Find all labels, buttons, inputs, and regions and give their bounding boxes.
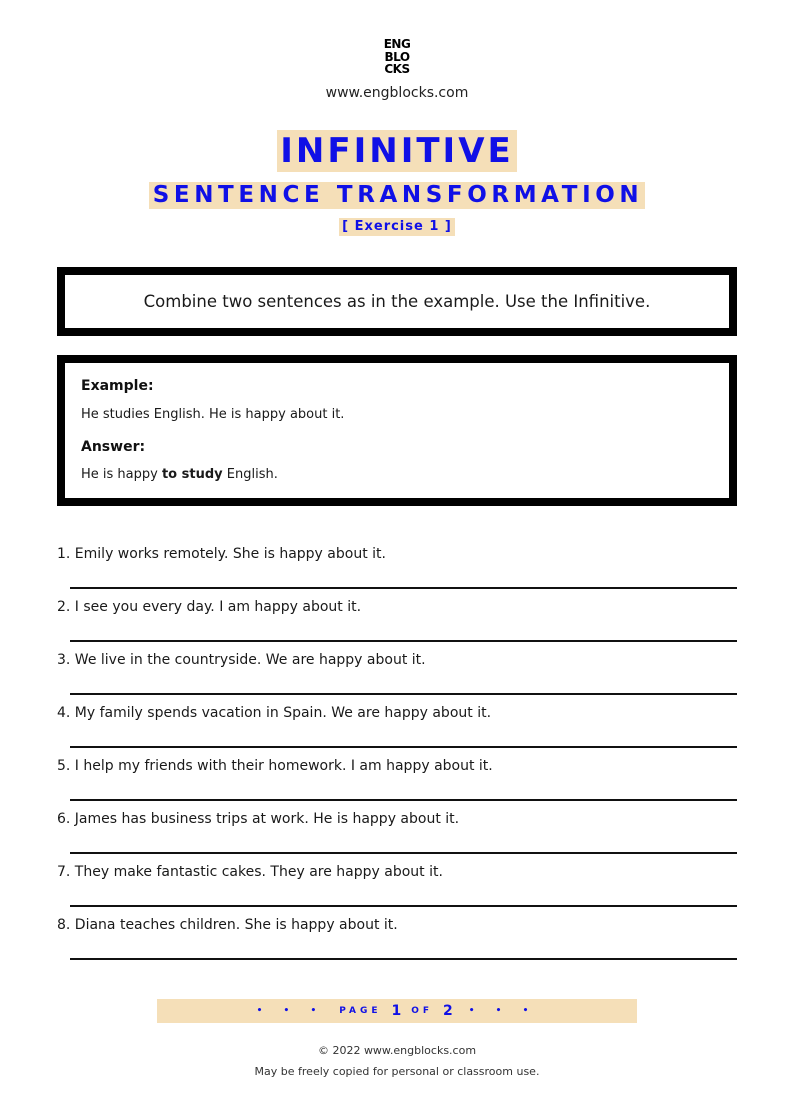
logo-line-3: CKS xyxy=(384,62,410,76)
page-title xyxy=(0,130,794,172)
exercise-label xyxy=(0,215,794,236)
answer-line-6[interactable] xyxy=(70,852,737,854)
question-7: 7. They make fantastic cakes. They are happy about it. xyxy=(57,864,443,880)
example-text: He studies English. He is happy about it. xyxy=(81,407,345,422)
page-subtitle-text: SENTENCE TRANSFORMATION xyxy=(149,182,646,209)
example-heading: Example: xyxy=(81,378,154,394)
example-box xyxy=(57,355,737,506)
site-url[interactable]: www.engblocks.com xyxy=(325,85,469,101)
copyright: © 2022 www.engblocks.com xyxy=(317,1044,477,1057)
answer-line-8[interactable] xyxy=(70,958,737,960)
question-6: 6. James has business trips at work. He is happy about it. xyxy=(57,811,460,827)
answer-line-5[interactable] xyxy=(70,799,737,801)
instruction-box xyxy=(57,267,737,336)
answer-line-1[interactable] xyxy=(70,587,737,589)
pager-total: 2 xyxy=(443,1003,453,1019)
logo-line-2: BLO xyxy=(384,49,410,64)
answer-line-7[interactable] xyxy=(70,905,737,907)
answer-text-after: English. xyxy=(222,467,278,482)
pager-current: 1 xyxy=(391,1003,402,1019)
instruction-text: Combine two sentences as in the example. Use the Infinitive. xyxy=(143,292,651,311)
pager-page-word: PAGE xyxy=(339,1006,382,1016)
answer-text xyxy=(81,467,278,482)
page-title-text: INFINITIVE xyxy=(277,130,516,172)
pager-of-word: OF xyxy=(411,1006,434,1016)
exercise-label-text: [ Exercise 1 ] xyxy=(339,218,455,236)
question-1: 1. Emily works remotely. She is happy about it. xyxy=(57,546,386,562)
engblocks-logo xyxy=(0,38,794,76)
answer-line-3[interactable] xyxy=(70,693,737,695)
answer-text-before: He is happy xyxy=(81,467,162,482)
question-5: 5. I help my friends with their homework. I am happy about it. xyxy=(57,758,493,774)
answer-heading: Answer: xyxy=(81,439,146,455)
question-2: 2. I see you every day. I am happy about it. xyxy=(57,599,362,615)
pager-dots-right: • • • xyxy=(468,1006,538,1016)
answer-line-2[interactable] xyxy=(70,640,737,642)
page-subtitle xyxy=(0,182,794,209)
question-8: 8. Diana teaches children. She is happy about it. xyxy=(57,917,398,933)
question-4: 4. My family spends vacation in Spain. We are happy about it. xyxy=(57,705,492,721)
question-3: 3. We live in the countryside. We are happy about it. xyxy=(57,652,426,668)
answer-line-4[interactable] xyxy=(70,746,737,748)
pager-dots-left: • • • xyxy=(256,1006,326,1016)
logo-line-1: ENG xyxy=(383,37,411,51)
answer-text-bold: to study xyxy=(161,467,223,482)
license-note: May be freely copied for personal or classroom use. xyxy=(254,1065,540,1078)
page-indicator xyxy=(157,999,637,1023)
